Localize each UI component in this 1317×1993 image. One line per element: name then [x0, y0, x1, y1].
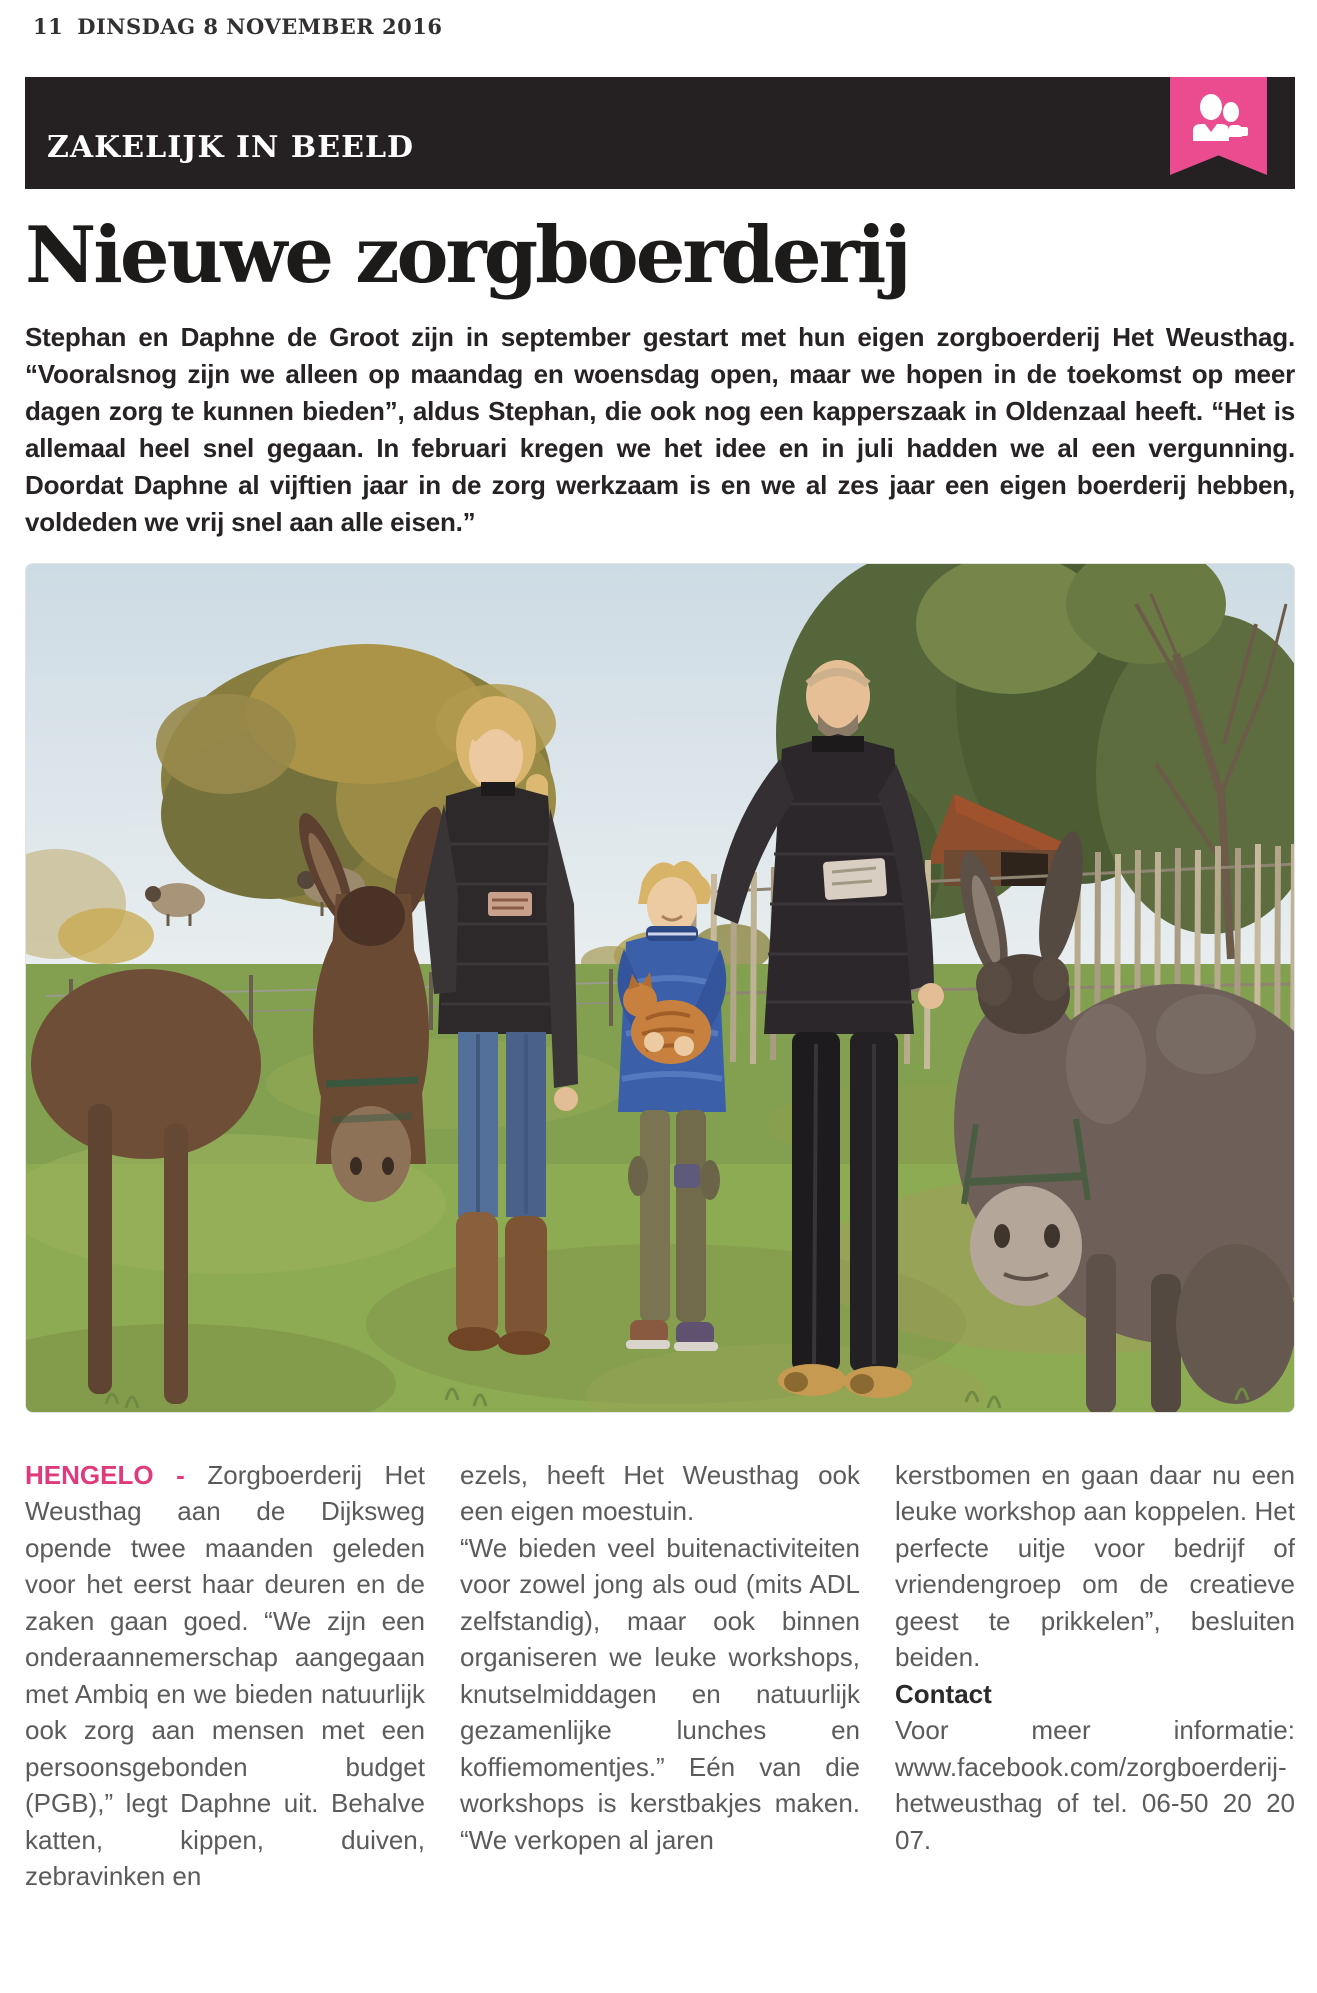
article-column-2	[460, 1457, 860, 1895]
article-paragraph: ezels, heeft Het Weusthag ook een eigen moestuin.	[460, 1459, 860, 1527]
people-group-icon	[1187, 93, 1251, 145]
contact-heading: Contact	[895, 1678, 992, 1709]
page-number: 11	[33, 14, 64, 39]
article-column-1	[25, 1457, 425, 1895]
section-title: ZAKELIJK IN BEELD	[47, 130, 415, 165]
section-banner	[25, 77, 1295, 189]
article-paragraph	[25, 1457, 425, 1895]
dateline: HENGELO -	[25, 1459, 208, 1490]
article-photo	[25, 563, 1295, 1413]
intro-paragraph: Stephan en Daphne de Groot zijn in september gestart met hun eigen zorgboerderij Het Weusthag. “Vooralsnog zijn we alleen op maandag en woensdag open, maar we hopen in de toekomst op meer dagen zorg te kunnen bieden”, aldus Stephan, die ook nog een kapperszaak in Oldenzaal heeft. “Het is allemaal heel snel gegaan. In februari kregen we het idee en in juli hadden we al een vergunning. Doordat Daphne al vijftien jaar in de zorg werkzaam is en we al zes jaar een eigen boerderij hebben, voldeden we vrij snel aan alle eisen.”	[25, 321, 1295, 537]
column1-text: Zorgboerderij Het Weusthag aan de Dijksweg opende twee maanden geleden voor het eerst haar deuren en de zaken gaan goed. “We zijn een onderaannemerschap aangegaan met Ambiq en we bieden natuurlijk ook zorg aan mensen met een persoonsgebonden budget (PGB),” legt Daphne uit. Behalve katten, kippen, duiven, zebravinken en	[25, 1459, 426, 1892]
contact-info: Voor meer informatie: www.facebook.com/zorgboerderij-hetweusthag of tel. 06-50 20 20 07.	[895, 1715, 1295, 1855]
headline: Nieuwe zorgboerderij	[25, 210, 909, 301]
date-text: DINSDAG 8 NOVEMBER 2016	[77, 14, 443, 39]
article-columns	[25, 1457, 1295, 1895]
article-paragraph: “We bieden veel buitenactiviteiten voor zowel jong als oud (mits ADL zelfstandig), maar ook binnen organiseren we leuke workshops, knutselmiddagen en natuurlijk gezamenlijke lunches en koffiemomentjes.” Eén van die workshops is kerstbakjes maken. “We verkopen al jaren	[460, 1532, 860, 1855]
photo-illustration	[26, 564, 1295, 1413]
bookmark-ribbon	[1170, 77, 1267, 175]
article-column-3	[895, 1457, 1295, 1895]
article-paragraph: kerstbomen en gaan daar nu een leuke workshop aan koppelen. Het perfecte uitje voor bedrijf of vriendengroep om de creatieve geest te prikkelen”, besluiten beiden.	[895, 1459, 1295, 1673]
page-date	[33, 14, 1295, 39]
